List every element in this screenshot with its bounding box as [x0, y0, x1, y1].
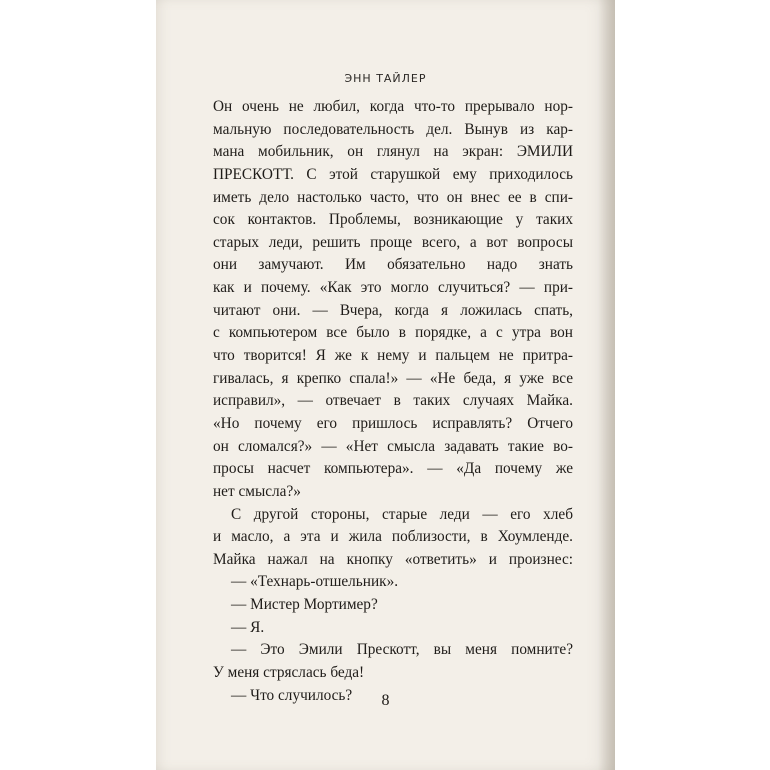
text-line: — Что случилось?	[231, 686, 353, 704]
body-text	[213, 96, 573, 707]
page-number: 8	[381, 692, 390, 709]
text-line: иметь дело настолько часто, что он внес ее в спи-	[213, 188, 573, 206]
text-line: Он очень не любил, когда что-то прерывало нор-	[213, 98, 573, 115]
text-line: и масло, а эта и жила поблизости, в Хоумленде.	[213, 528, 573, 546]
text-line: старых леди, решить проще всего, а вот вопросы	[213, 233, 573, 251]
text-line: сок контактов. Проблемы, возникающие у таких	[213, 211, 573, 229]
text-line: нет смысла?»	[213, 482, 301, 500]
text-line: мальную последовательность дел. Вынув из кар-	[213, 120, 573, 138]
running-head: ЭНН ТАЙЛЕР	[344, 72, 427, 85]
text-line: — Это Эмили Прескотт, вы меня помните?	[231, 641, 573, 659]
text-line: — Я.	[231, 618, 265, 636]
text-line: — «Технарь-отшельник».	[231, 573, 399, 591]
page-gutter-shadow	[598, 0, 615, 770]
text-line: что творится! Я же к нему и пальцем не притра-	[213, 347, 573, 365]
text-line: «Но почему его пришлось исправлять? Отчего	[213, 414, 573, 432]
text-line: как и почему. «Как это могло случиться? — при-	[213, 279, 573, 297]
text-line: исправил», — отвечает в таких случаях Майка.	[213, 392, 573, 410]
text-line: — Мистер Мортимер?	[231, 596, 378, 614]
text-line: просы насчет компьютера». — «Да почему же	[213, 460, 573, 478]
text-line: они замучают. Им обязательно надо знать	[213, 256, 573, 274]
text-line: Майка нажал на кнопку «ответить» и произнес:	[213, 550, 573, 568]
text-line: мана мобильник, он глянул на экран: ЭМИЛИ	[213, 143, 573, 161]
text-line: с компьютером все было в порядке, а с утра вон	[213, 324, 573, 342]
text-line: У меня стряслась беда!	[213, 664, 365, 682]
text-line: гивалась, я крепко спала!» — «Не беда, я уже все	[213, 369, 573, 387]
text-line: читают они. — Вчера, когда я ложилась спать,	[213, 301, 573, 319]
text-line: С другой стороны, старые леди — его хлеб	[231, 505, 573, 523]
text-line: ПРЕСКОТТ. С этой старушкой ему приходилось	[213, 165, 573, 183]
text-line: он сломался?» — «Нет смысла задавать такие во-	[213, 437, 573, 455]
